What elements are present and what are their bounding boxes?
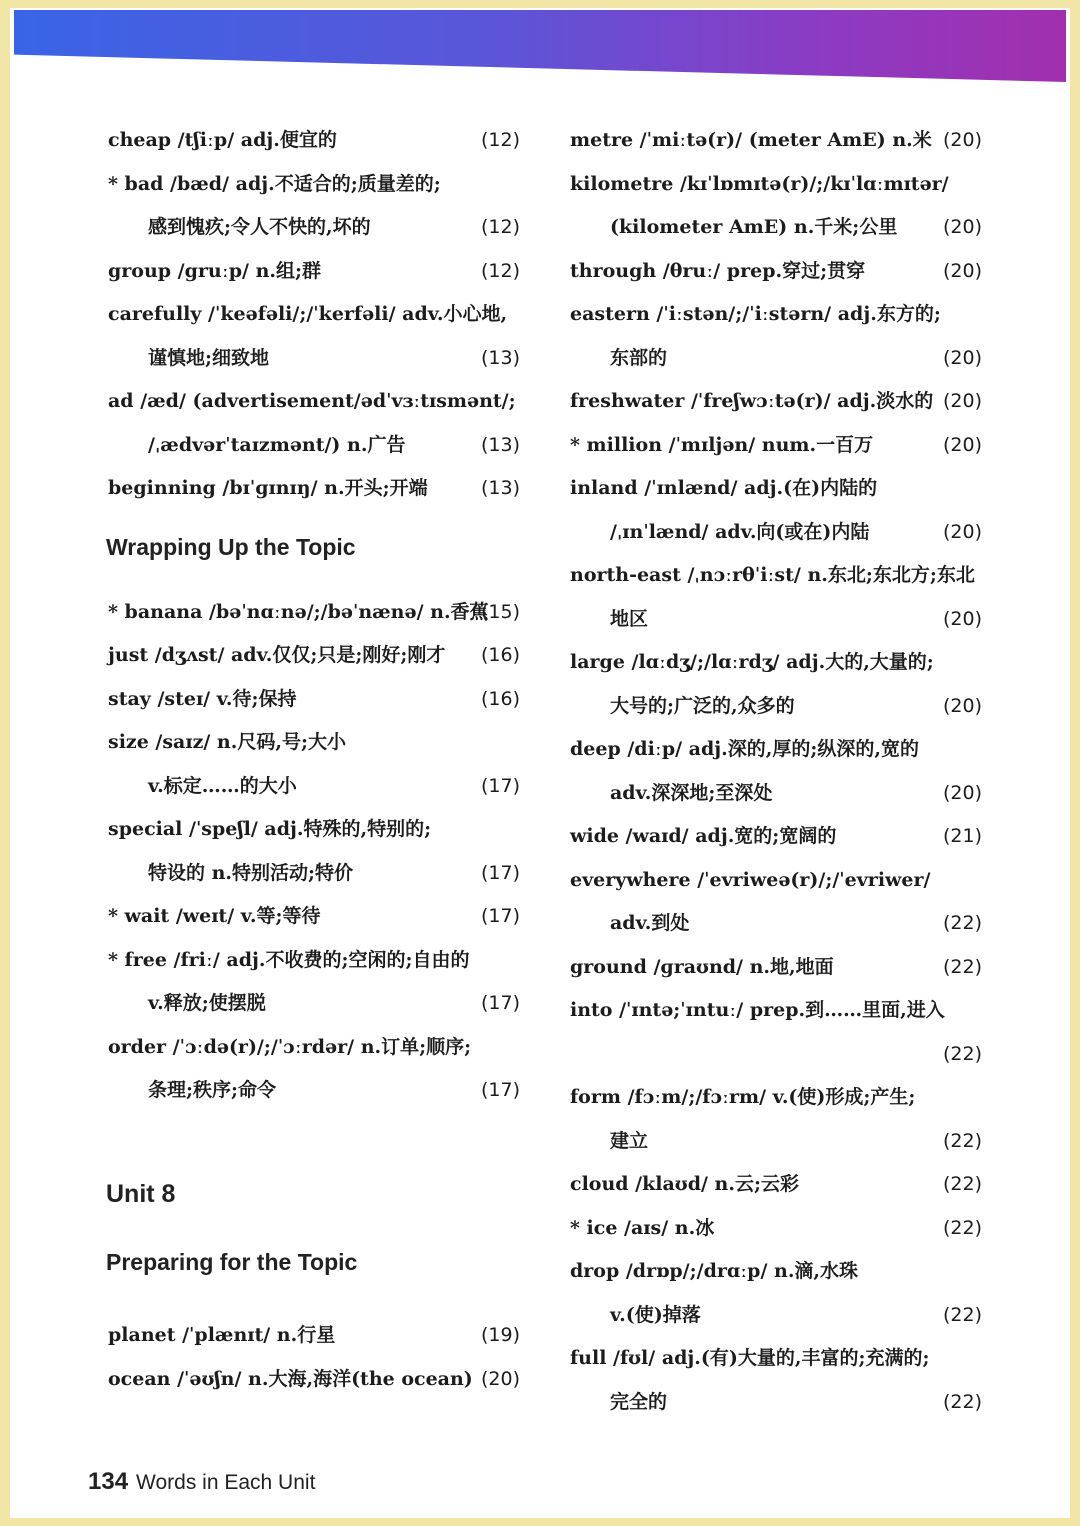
entry-line: 大号的;广泛的,众多的 (20) <box>610 694 982 717</box>
entry-line: inland /ˈɪnlænd/ adj.(在)内陆的 <box>570 477 878 499</box>
entry-line: north-east /ˌnɔːrθˈiːst/ n.东北;东北方;东北 <box>570 564 975 586</box>
entry-line: kilometre /kɪˈlɒmɪtə(r)/;/kɪˈlɑːmɪtər/ <box>570 172 949 195</box>
entry-line: form /fɔːm/;/fɔːrm/ v.(使)形成;产生; <box>570 1086 916 1108</box>
entry-line: adv.深深地;至深处 (20) <box>610 781 982 804</box>
entry-line: deep /diːp/ adj.深的,厚的;纵深的,宽的 <box>570 738 919 760</box>
entry-list <box>100 1317 524 1404</box>
entry-line: order /ˈɔːdə(r)/;/ˈɔːrdər/ n.订单;顺序; <box>108 1035 472 1058</box>
entry-line: 东部的 (20) <box>610 346 982 369</box>
entry-line: 条理;秩序;命令 (17) <box>148 1079 520 1101</box>
entry-line: ground /ɡraʊnd/ n.地,地面 (22) <box>570 955 982 978</box>
page-footer <box>88 1468 315 1496</box>
entry-line: through /θruː/ prep.穿过;贯穿 (20) <box>570 259 982 282</box>
entry-line: * banana /bəˈnɑːnə/;/bəˈnænə/ n.香蕉 (15) <box>108 600 520 623</box>
entry-list <box>100 122 524 514</box>
entry-line: * free /friː/ adj.不收费的;空闲的;自由的 <box>108 948 470 971</box>
entry-line: 完全的 (22) <box>610 1390 982 1413</box>
entry-line: into /ˈɪntə;ˈɪntuː/ prep.到……里面,进入 <box>570 999 945 1021</box>
entry-line: 特设的 n.特别活动;特价 (17) <box>148 861 520 884</box>
entry-line: cheap /tʃiːp/ adj.便宜的 (12) <box>108 129 520 151</box>
footer-title: Words in Each Unit <box>136 1471 316 1494</box>
entry-line: carefully /ˈkeəfəli/;/ˈkerfəli/ adv.小心地, <box>108 303 508 325</box>
entry-line: everywhere /ˈevriweə(r)/;/ˈevriwer/ <box>570 868 931 891</box>
entry-line: (22) <box>942 1042 982 1065</box>
entry-line: v.释放;使摆脱 (17) <box>148 992 520 1014</box>
section-heading-preparing: Preparing for the Topic <box>106 1249 358 1275</box>
entry-line: /ˌædvərˈtaɪzmənt/) n.广告 (13) <box>148 433 520 456</box>
entry-line: v.标定……的大小 (17) <box>148 774 520 797</box>
entry-line: full /fʊl/ adj.(有)大量的,丰富的;充满的; <box>570 1347 930 1369</box>
entry-line: eastern /ˈiːstən/;/ˈiːstərn/ adj.东方的; <box>570 303 941 325</box>
entry-line: cloud /klaʊd/ n.云;云彩 (22) <box>570 1173 982 1195</box>
entry-line: v.(使)掉落 (22) <box>610 1303 982 1326</box>
entry-list <box>100 594 524 1116</box>
entry-line: just /dʒʌst/ adv.仅仅;只是;刚好;刚才 (16) <box>108 644 520 666</box>
entry-list <box>562 122 986 1427</box>
entry-line: drop /drɒp/;/drɑːp/ n.滴,水珠 <box>570 1260 859 1282</box>
entry-line: group /gruːp/ n.组;群 (12) <box>108 259 520 282</box>
entry-line: size /saɪz/ n.尺码,号;大小 <box>108 731 346 753</box>
unit-title: Unit 8 <box>106 1180 176 1208</box>
entry-line: freshwater /ˈfreʃwɔːtə(r)/ adj.淡水的 (20) <box>570 390 982 412</box>
entry-line: * bad /bæd/ adj.不适合的;质量差的; <box>108 172 441 195</box>
right-column <box>562 122 986 1427</box>
entry-line: large /lɑːdʒ/;/lɑːrdʒ/ adj.大的,大量的; <box>570 651 934 673</box>
entry-line: * ice /aɪs/ n.冰 (22) <box>570 1216 982 1239</box>
entry-line: planet /ˈplænɪt/ n.行星 (19) <box>108 1324 520 1346</box>
entry-line: 建立 (22) <box>610 1129 982 1152</box>
entry-line: ocean /ˈəʊʃn/ n.大海,海洋(the ocean) (20) <box>108 1367 520 1390</box>
entry-line: (kilometer AmE) n.千米;公里 (20) <box>610 216 982 238</box>
entry-line: wide /waɪd/ adj.宽的;宽阔的 (21) <box>570 825 982 847</box>
left-column <box>100 122 524 1404</box>
entry-line: adv.到处 (22) <box>610 912 982 934</box>
entry-line: stay /steɪ/ v.待;保持 (16) <box>108 687 520 710</box>
entry-line: 感到愧疚;令人不快的,坏的 (12) <box>148 216 520 238</box>
entry-line: * wait /weɪt/ v.等;等待 (17) <box>108 905 520 927</box>
entry-line: 谨慎地;细致地 (13) <box>148 346 520 369</box>
entry-line: metre /ˈmiːtə(r)/ (meter AmE) n.米 (20) <box>570 129 982 151</box>
entry-line: 地区 (20) <box>610 607 982 630</box>
entry-line: * million /ˈmɪljən/ num.一百万 (20) <box>570 433 982 456</box>
page-number: 134 <box>88 1468 129 1495</box>
entry-line: special /ˈspeʃl/ adj.特殊的,特别的; <box>108 818 432 840</box>
section-heading-wrapping-up: Wrapping Up the Topic <box>106 533 356 560</box>
entry-line: beginning /bɪˈɡɪnɪŋ/ n.开头;开端 (13) <box>108 477 520 499</box>
entry-line: ad /æd/ (advertisement/ədˈvɜːtɪsmənt/; <box>108 390 516 412</box>
entry-line: /ˌɪnˈlænd/ adv.向(或在)内陆 (20) <box>610 520 982 543</box>
